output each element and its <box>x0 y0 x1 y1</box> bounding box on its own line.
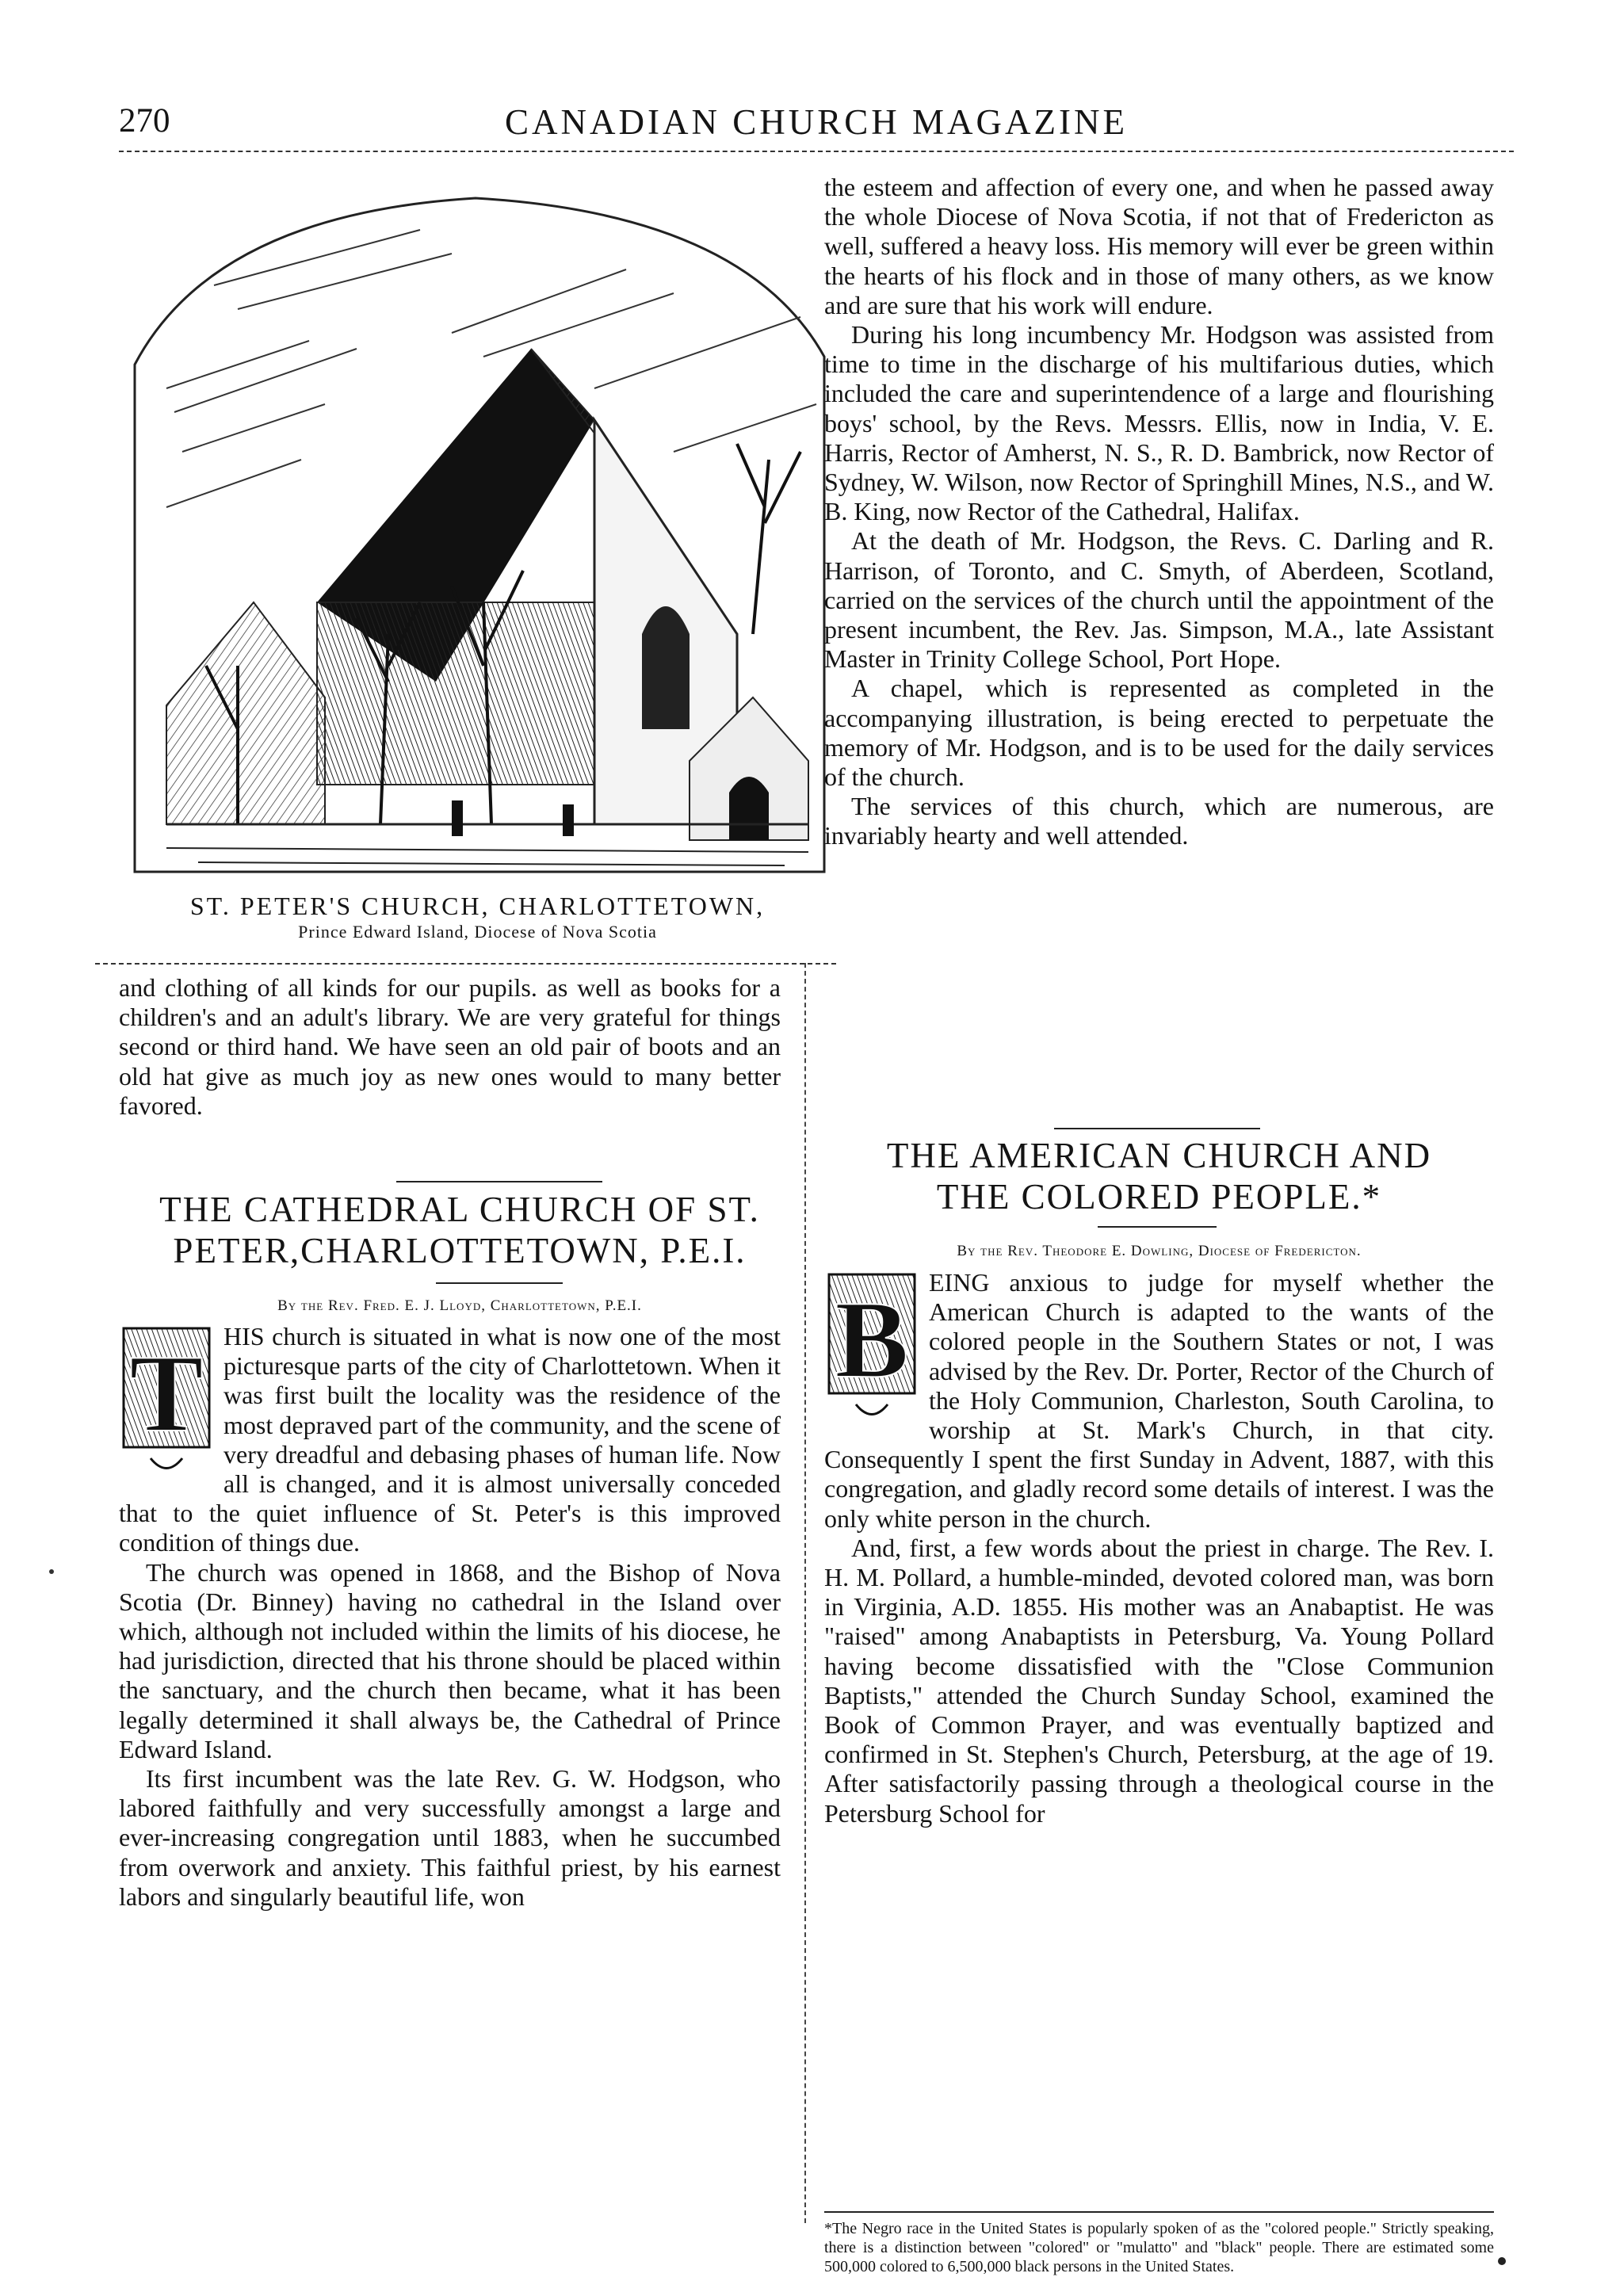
section-rule-right <box>1054 1128 1260 1129</box>
article-byline-american: By the Rev. Theodore E. Dowling, Diocese of Fredericton. <box>957 1243 1362 1259</box>
church-engraving-icon <box>119 190 836 896</box>
american-title-line2: THE COLORED PEOPLE.* <box>936 1177 1382 1217</box>
figure-caption: ST. PETER'S CHURCH, CHARLOTTETOWN, <box>189 892 766 920</box>
drop-cap-t <box>119 1324 214 1482</box>
continued-paragraph-2: During his long incumbency Mr. Hodgson was assisted from time to time in the discharge of his multifarious duties, which included the care and superintendence of a large and flourishing boys' school, by the Revs. Messrs. Ellis, now in India, V. E. Harris, Rector of Amherst, N. S., R. D. Bambrick, now Rector of Sydney, W. Wilson, now Rector of Springhill Mines, N.S., and W. B. King, now Rector of the Cathedral, Halifax. <box>824 320 1494 526</box>
footnote-text: *The Negro race in the United States is popularly spoken of as the "colored people." Strictly speaking, there is a distinction between "colored" or "mulatto" and "black" people. There are estimated some 500,000 colored to 6,500,000 black persons in the United States. <box>824 2220 1494 2275</box>
american-paragraph-1: EING anxious to judge for myself whether the American Church is adapted to the wants of the colored people in the Southern States or not, I was advised by the Rev. Dr. Porter, Rector of the Church of the Holy Communion, Charleston, South Carolina, to worship at St. Mark's Church, in that city. Consequently I spent the first Sunday in Advent, 1887, with this congregation, and gladly record some details of interest. I was the only white person in the church. <box>824 1268 1494 1533</box>
article-byline-cathedral: By the Rev. Fred. E. J. Lloyd, Charlottetown, P.E.I. <box>277 1297 642 1314</box>
american-article-body <box>824 1268 1494 1828</box>
american-paragraph-2: And, first, a few words about the priest in charge. The Rev. I. H. M. Pollard, a humble-minded, devoted colored man, was born in Virginia, A.D. 1855. His mother was an Anabaptist. He was "raised" among Anabaptists in Petersburg, Va. Young Pollard having become dissatisfied with the "Close Communion Baptists," attended the Church Sunday School, examined the Book of Common Prayer, and was eventually baptized and confirmed in St. Stephen's Church, Petersburg, at the age of 19. After satisfactorily passing through a theological course in the Petersburg School for <box>824 1533 1494 1828</box>
title-rule-left <box>436 1282 563 1284</box>
ink-speck <box>49 1569 54 1574</box>
article-title-american <box>824 1135 1494 1217</box>
footnote-rule <box>824 2211 1494 2213</box>
left-column <box>119 973 781 1121</box>
column-divider <box>804 963 806 2223</box>
header-rule <box>119 151 1514 152</box>
footnote <box>824 2219 1494 2276</box>
ornamental-initial-b-icon <box>824 1270 919 1428</box>
article-title-line1: THE CATHEDRAL CHURCH OF ST. <box>159 1190 760 1229</box>
church-illustration <box>119 190 836 896</box>
cathedral-paragraph-2: The church was opened in 1868, and the Bishop of Nova Scotia (Dr. Binney) having no cathedral in the Island over which, although not included within the limits of his diocese, he had jurisdiction, directed that his throne should be placed within the sanctuary, and the church then became, what it has been legally determined it shall always be, the Cathedral of Prince Edward Island. <box>119 1557 781 1763</box>
ink-speck <box>1498 2257 1506 2265</box>
ornamental-initial-t-icon <box>119 1324 214 1482</box>
drop-cap-b <box>824 1270 919 1428</box>
cathedral-paragraph-3: Its first incumbent was the late Rev. G. W. Hodgson, who labored faithfully and very successfully amongst a large and ever-increasing congregation until 1883, when he succumbed from overwork and anxiety. This faithful priest, by his earnest labors and singularly beautiful life, won <box>119 1764 781 1911</box>
svg-text:B: B <box>835 1278 909 1401</box>
title-rule-right <box>1098 1226 1217 1228</box>
article-title-line2: PETER,CHARLOTTETOWN, P.E.I. <box>173 1231 747 1270</box>
running-header <box>119 101 1514 165</box>
article-title-cathedral <box>119 1189 800 1271</box>
figure-subcaption: Prince Edward Island, Diocese of Nova Scotia <box>298 922 657 942</box>
continued-paragraph-5: The services of this church, which are numerous, are invariably hearty and well attended. <box>824 792 1494 850</box>
cathedral-paragraph-1: HIS church is situated in what is now one of the most picturesque parts of the city of Charlottetown. When it was first built the locality was the residence of the most depraved part of the community, and the scene of very dreadful and debasing phases of human life. Now all is changed, and it is almost universally conceded that to the quiet influence of St. Peter's is this improved condition of things due. <box>119 1322 781 1557</box>
continued-paragraph-4: A chapel, which is represented as completed in the accompanying illustration, is being erected to perpetuate the memory of Mr. Hodgson, and is to be used for the daily services of the church. <box>824 674 1494 792</box>
continued-paragraph-3: At the death of Mr. Hodgson, the Revs. C. Darling and R. Harrison, of Toronto, and C. Smyth, of Aberdeen, Scotland, carried on the services of the church until the appointment of the present incumbent, the Rev. Jas. Simpson, M.A., late Assistant Master in Trinity College School, Port Hope. <box>824 526 1494 674</box>
figure-rule <box>95 963 836 965</box>
right-column-continuation <box>824 173 1494 851</box>
section-rule-left <box>396 1181 602 1182</box>
intro-paragraph: and clothing of all kinds for our pupils. as well as books for a children's and an adult's library. We are very grateful for things second or third hand. We have seen an old pair of boots and an old hat give as much joy as new ones would to many better favored. <box>119 973 781 1120</box>
svg-text:T: T <box>129 1332 204 1455</box>
cathedral-article-body <box>119 1322 781 1912</box>
american-title-line1: THE AMERICAN CHURCH AND <box>886 1136 1432 1175</box>
running-title: CANADIAN CHURCH MAGAZINE <box>505 102 1128 142</box>
page-number: 270 <box>119 102 170 139</box>
continued-paragraph-1: the esteem and affection of every one, and when he passed away the whole Diocese of Nova Scotia, if not that of Fredericton as well, suffered a heavy loss. His memory will ever be green within the hearts of his flock and in those of many others, as we know and are sure that his work will endure. <box>824 173 1494 319</box>
